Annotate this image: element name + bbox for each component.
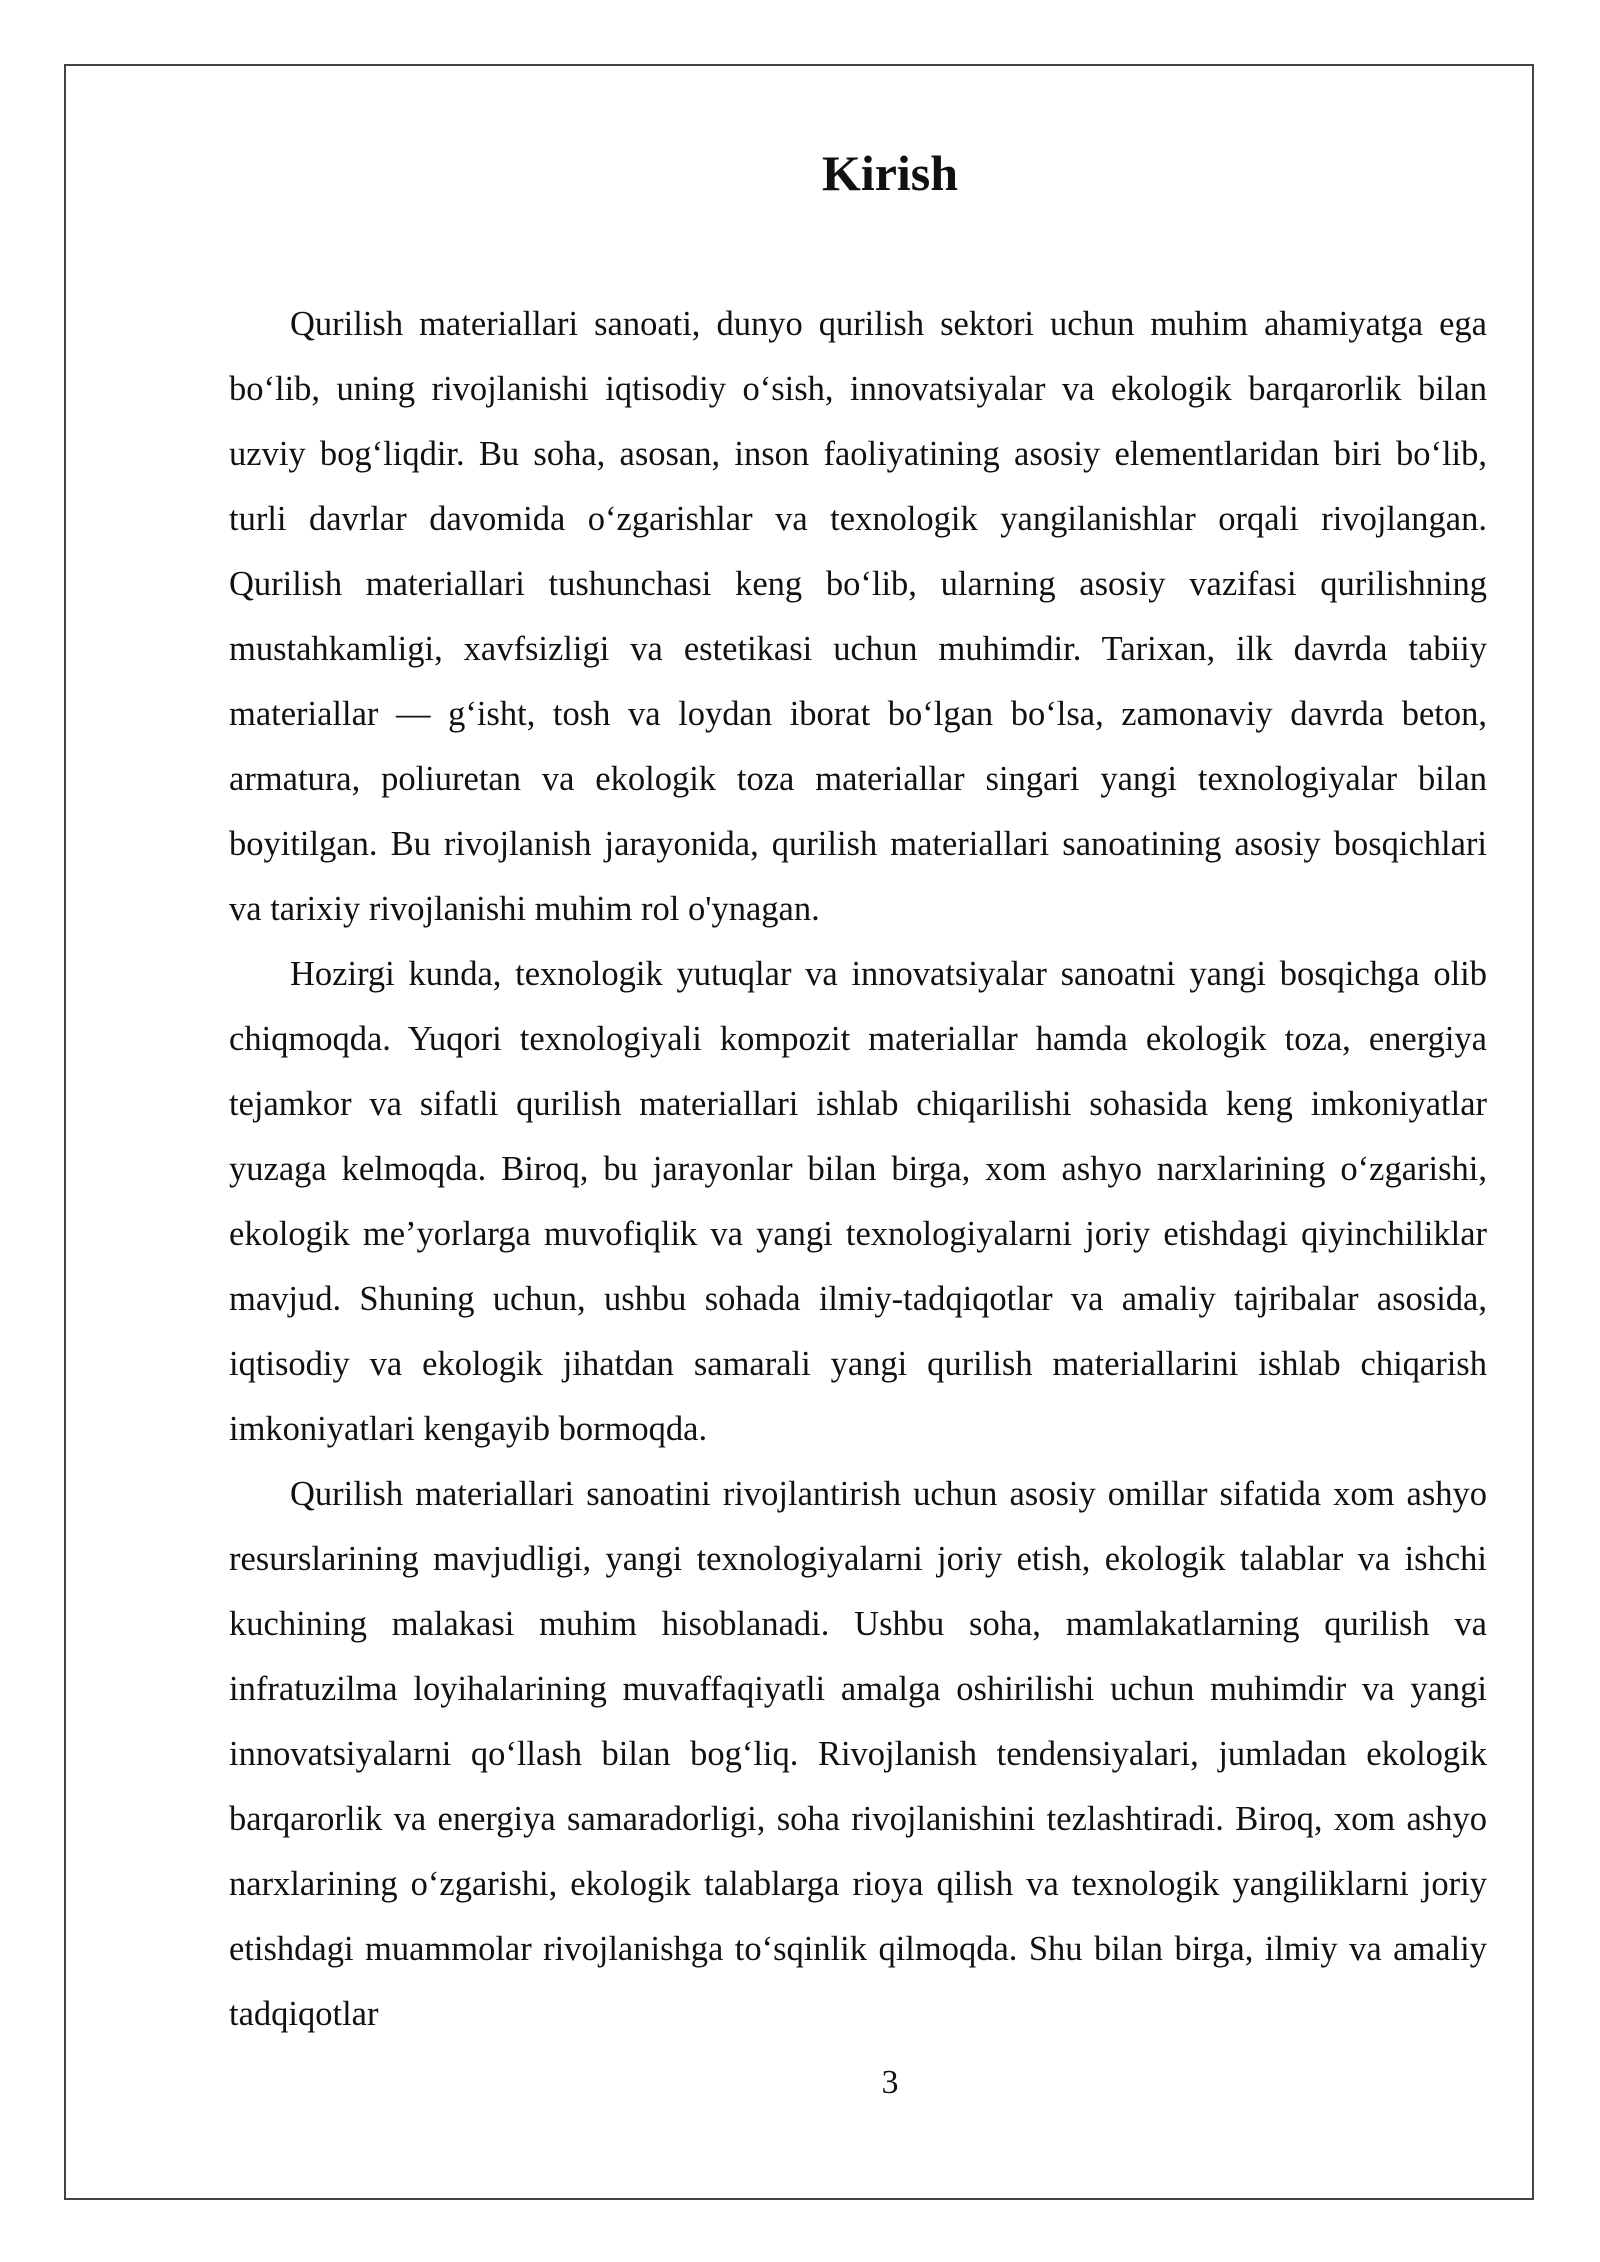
paragraph-1: Qurilish materiallari sanoati, dunyo qurilish sektori uchun muhim ahamiyatga ega bo‘lib, uning rivojlanishi iqtisodiy o‘sish, innovatsiyalar va ekologik barqarorlik bilan uzviy bog‘liqdir. Bu soha, asosan, inson faoliyatining asosiy elementlaridan biri bo‘lib, turli davrlar davomida o‘zgarishlar va texnologik yangilanishlar orqali rivojlangan. Qurilish materiallari tushunchasi keng bo‘lib, ularning asosiy vazifasi qurilishning mustahkamligi, xavfsizligi va estetikasi uchun muhimdir. Tarixan, ilk davrda tabiiy materiallar — g‘isht, tosh va loydan iborat bo‘lgan bo‘lsa, zamonaviy davrda beton, armatura, poliuretan va ekologik toza materiallar singari yangi texnologiyalar bilan boyitilgan. Bu rivojlanish jarayonida, qurilish materiallari sanoatining asosiy bosqichlari va tarixiy rivojlanishi muhim rol o'ynagan. [229,305,1487,928]
page-title: Kirish [821,145,959,201]
page-number: 3 [881,2064,899,2101]
document-body [229,292,1487,2047]
paragraph-3: Qurilish materiallari sanoatini rivojlantirish uchun asosiy omillar sifatida xom ashyo resurslarining mavjudligi, yangi texnologiyalarni joriy etish, ekologik talablar va ishchi kuchining malakasi muhim hisoblanadi. Ushbu soha, mamlakatlarning qurilish va infratuzilma loyihalarining muvaffaqiyatli amalga oshirilishi uchun muhimdir va yangi innovatsiyalarni qo‘llash bilan bog‘liq. Rivojlanish tendensiyalari, jumladan ekologik barqarorlik va energiya samaradorligi, soha rivojlanishini tezlashtiradi. Biroq, xom ashyo narxlarining o‘zgarishi, ekologik talablarga rioya qilish va texnologik yangiliklarni joriy etishdagi muammolar rivojlanishga to‘sqinlik qilmoqda. Shu bilan birga, ilmiy va amaliy tadqiqotlar [229,1475,1487,2033]
paragraph-2: Hozirgi kunda, texnologik yutuqlar va innovatsiyalar sanoatni yangi bosqichga olib chiqmoqda. Yuqori texnologiyali kompozit materiallar hamda ekologik toza, energiya tejamkor va sifatli qurilish materiallari ishlab chiqarilishi sohasida keng imkoniyatlar yuzaga kelmoqda. Biroq, bu jarayonlar bilan birga, xom ashyo narxlarining o‘zgarishi, ekologik me’yorlarga muvofiqlik va yangi texnologiyalarni joriy etishdagi qiyinchiliklar mavjud. Shuning uchun, ushbu sohada ilmiy-tadqiqotlar va amaliy tajribalar asosida, iqtisodiy va ekologik jihatdan samarali yangi qurilish materiallarini ishlab chiqarish imkoniyatlari kengayib bormoqda. [229,955,1487,1448]
